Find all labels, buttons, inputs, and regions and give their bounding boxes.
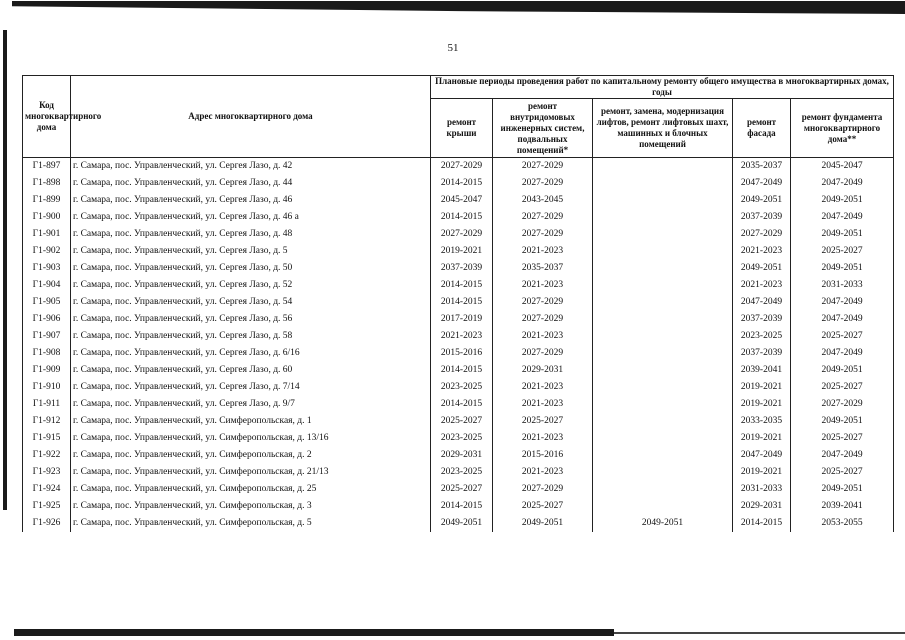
cell-foundation: 2047-2049 [791,294,894,311]
table-row [23,498,894,515]
cell-facade: 2037-2039 [733,311,791,328]
table-row [23,481,894,498]
cell-facade: 2047-2049 [733,447,791,464]
cell-lifts [593,158,733,176]
cell-lifts [593,430,733,447]
cell-engineering: 2027-2029 [493,158,593,176]
cell-address: г. Самара, пос. Управленческий, ул. Сергея Лазо, д. 42 [71,158,431,176]
cell-lifts [593,464,733,481]
scan-shadow-top [12,1,905,14]
cell-address: г. Самара, пос. Управленческий, ул. Сергея Лазо, д. 46 а [71,209,431,226]
table-row [23,362,894,379]
cell-address: г. Самара, пос. Управленческий, ул. Сергея Лазо, д. 56 [71,311,431,328]
cell-address: г. Самара, пос. Управленческий, ул. Сергея Лазо, д. 7/14 [71,379,431,396]
cell-facade: 2027-2029 [733,226,791,243]
cell-engineering: 2029-2031 [493,362,593,379]
cell-address: г. Самара, пос. Управленческий, ул. Сергея Лазо, д. 54 [71,294,431,311]
cell-code: Г1-911 [23,396,71,413]
cell-foundation: 2047-2049 [791,345,894,362]
cell-foundation: 2047-2049 [791,447,894,464]
table-row [23,447,894,464]
scan-line-bottom [614,632,905,634]
cell-facade: 2049-2051 [733,192,791,209]
cell-address: г. Самара, пос. Управленческий, ул. Сергея Лазо, д. 48 [71,226,431,243]
cell-lifts [593,209,733,226]
cell-address: г. Самара, пос. Управленческий, ул. Симферопольская, д. 5 [71,515,431,532]
cell-code: Г1-905 [23,294,71,311]
capital-repair-table [22,75,894,532]
cell-engineering: 2027-2029 [493,481,593,498]
cell-foundation: 2031-2033 [791,277,894,294]
cell-address: г. Самара, пос. Управленческий, ул. Сергея Лазо, д. 5 [71,243,431,260]
cell-roof: 2049-2051 [431,515,493,532]
cell-foundation: 2045-2047 [791,158,894,176]
cell-lifts [593,481,733,498]
cell-foundation: 2025-2027 [791,464,894,481]
cell-code: Г1-900 [23,209,71,226]
cell-lifts [593,362,733,379]
cell-code: Г1-897 [23,158,71,176]
cell-foundation: 2047-2049 [791,311,894,328]
cell-foundation: 2047-2049 [791,209,894,226]
cell-roof: 2027-2029 [431,158,493,176]
table-row [23,192,894,209]
table-row [23,243,894,260]
cell-foundation: 2039-2041 [791,498,894,515]
header-periods: Плановые периоды проведения работ по капитальному ремонту общего имущества в многоквартирных домах, годы [431,76,894,99]
cell-facade: 2031-2033 [733,481,791,498]
cell-facade: 2014-2015 [733,515,791,532]
cell-engineering: 2015-2016 [493,447,593,464]
cell-engineering: 2021-2023 [493,464,593,481]
header-lifts: ремонт, замена, модернизация лифтов, ремонт лифтовых шахт, машинных и блочных помещений [593,99,733,158]
table-header [23,76,894,158]
cell-lifts [593,294,733,311]
cell-foundation: 2049-2051 [791,192,894,209]
cell-foundation: 2025-2027 [791,379,894,396]
cell-foundation: 2027-2029 [791,396,894,413]
cell-address: г. Самара, пос. Управленческий, ул. Сергея Лазо, д. 50 [71,260,431,277]
scan-shadow-left [3,30,7,510]
page-number: 51 [447,42,459,54]
cell-engineering: 2021-2023 [493,379,593,396]
cell-engineering: 2021-2023 [493,277,593,294]
cell-address: г. Самара, пос. Управленческий, ул. Симферопольская, д. 1 [71,413,431,430]
cell-facade: 2037-2039 [733,209,791,226]
cell-foundation: 2049-2051 [791,362,894,379]
cell-engineering: 2027-2029 [493,345,593,362]
table-row [23,413,894,430]
cell-code: Г1-908 [23,345,71,362]
cell-address: г. Самара, пос. Управленческий, ул. Сергея Лазо, д. 44 [71,175,431,192]
cell-roof: 2021-2023 [431,328,493,345]
cell-facade: 2037-2039 [733,345,791,362]
table-row [23,311,894,328]
cell-foundation: 2047-2049 [791,175,894,192]
cell-code: Г1-899 [23,192,71,209]
cell-foundation: 2025-2027 [791,243,894,260]
cell-engineering: 2035-2037 [493,260,593,277]
cell-address: г. Самара, пос. Управленческий, ул. Сергея Лазо, д. 52 [71,277,431,294]
header-roof: ремонт крыши [431,99,493,158]
cell-engineering: 2027-2029 [493,311,593,328]
cell-lifts [593,226,733,243]
cell-foundation: 2049-2051 [791,481,894,498]
scan-edge-top [0,0,905,16]
cell-lifts [593,277,733,294]
table-row [23,294,894,311]
cell-facade: 2019-2021 [733,430,791,447]
table-row [23,430,894,447]
cell-facade: 2047-2049 [733,175,791,192]
cell-foundation: 2025-2027 [791,430,894,447]
header-foundation: ремонт фундамента многоквартирного дома** [791,99,894,158]
cell-facade: 2019-2021 [733,379,791,396]
cell-code: Г1-901 [23,226,71,243]
cell-engineering: 2027-2029 [493,226,593,243]
cell-lifts [593,328,733,345]
cell-engineering: 2043-2045 [493,192,593,209]
cell-roof: 2014-2015 [431,175,493,192]
cell-lifts [593,311,733,328]
cell-facade: 2049-2051 [733,260,791,277]
cell-engineering: 2021-2023 [493,328,593,345]
cell-roof: 2014-2015 [431,396,493,413]
cell-engineering: 2027-2029 [493,209,593,226]
cell-roof: 2027-2029 [431,226,493,243]
cell-code: Г1-912 [23,413,71,430]
cell-address: г. Самара, пос. Управленческий, ул. Симферопольская, д. 2 [71,447,431,464]
cell-lifts [593,345,733,362]
cell-roof: 2015-2016 [431,345,493,362]
cell-facade: 2039-2041 [733,362,791,379]
cell-roof: 2025-2027 [431,481,493,498]
table-row [23,379,894,396]
cell-foundation: 2049-2051 [791,260,894,277]
header-address: Адрес многоквартирного дома [71,76,431,158]
cell-foundation: 2049-2051 [791,226,894,243]
table-row [23,396,894,413]
cell-code: Г1-904 [23,277,71,294]
cell-roof: 2025-2027 [431,413,493,430]
cell-lifts [593,498,733,515]
cell-facade: 2023-2025 [733,328,791,345]
cell-foundation: 2025-2027 [791,328,894,345]
cell-engineering: 2025-2027 [493,413,593,430]
cell-code: Г1-910 [23,379,71,396]
table-row [23,209,894,226]
cell-roof: 2014-2015 [431,294,493,311]
table-row [23,345,894,362]
table-row [23,260,894,277]
table-row [23,226,894,243]
cell-roof: 2019-2021 [431,243,493,260]
cell-address: г. Самара, пос. Управленческий, ул. Сергея Лазо, д. 46 [71,192,431,209]
table-row [23,158,894,176]
cell-roof: 2014-2015 [431,498,493,515]
header-facade: ремонт фасада [733,99,791,158]
cell-lifts [593,192,733,209]
scan-shadow-bottom [14,629,614,636]
cell-address: г. Самара, пос. Управленческий, ул. Симферопольская, д. 13/16 [71,430,431,447]
cell-code: Г1-922 [23,447,71,464]
cell-roof: 2014-2015 [431,209,493,226]
cell-facade: 2021-2023 [733,277,791,294]
cell-lifts [593,413,733,430]
cell-engineering: 2027-2029 [493,294,593,311]
cell-address: г. Самара, пос. Управленческий, ул. Сергея Лазо, д. 6/16 [71,345,431,362]
cell-facade: 2047-2049 [733,294,791,311]
cell-engineering: 2021-2023 [493,243,593,260]
cell-roof: 2029-2031 [431,447,493,464]
cell-facade: 2029-2031 [733,498,791,515]
cell-facade: 2019-2021 [733,396,791,413]
cell-code: Г1-924 [23,481,71,498]
cell-code: Г1-926 [23,515,71,532]
cell-address: г. Самара, пос. Управленческий, ул. Сергея Лазо, д. 60 [71,362,431,379]
cell-roof: 2037-2039 [431,260,493,277]
cell-engineering: 2021-2023 [493,430,593,447]
cell-lifts [593,260,733,277]
cell-roof: 2014-2015 [431,277,493,294]
cell-code: Г1-902 [23,243,71,260]
cell-address: г. Самара, пос. Управленческий, ул. Симферопольская, д. 21/13 [71,464,431,481]
cell-address: г. Самара, пос. Управленческий, ул. Симферопольская, д. 25 [71,481,431,498]
cell-address: г. Самара, пос. Управленческий, ул. Сергея Лазо, д. 58 [71,328,431,345]
cell-foundation: 2053-2055 [791,515,894,532]
table-row [23,277,894,294]
cell-roof: 2023-2025 [431,464,493,481]
cell-lifts [593,175,733,192]
cell-code: Г1-903 [23,260,71,277]
cell-engineering: 2027-2029 [493,175,593,192]
cell-engineering: 2021-2023 [493,396,593,413]
table-body [23,158,894,533]
cell-lifts [593,243,733,260]
cell-facade: 2035-2037 [733,158,791,176]
cell-foundation: 2049-2051 [791,413,894,430]
table-row [23,515,894,532]
cell-address: г. Самара, пос. Управленческий, ул. Симферопольская, д. 3 [71,498,431,515]
cell-roof: 2017-2019 [431,311,493,328]
table-row [23,328,894,345]
cell-code: Г1-915 [23,430,71,447]
cell-code: Г1-923 [23,464,71,481]
cell-address: г. Самара, пос. Управленческий, ул. Сергея Лазо, д. 9/7 [71,396,431,413]
header-engineering: ремонт внутридомовых инженерных систем, подвальных помещений* [493,99,593,158]
cell-facade: 2021-2023 [733,243,791,260]
cell-code: Г1-925 [23,498,71,515]
cell-roof: 2045-2047 [431,192,493,209]
cell-engineering: 2049-2051 [493,515,593,532]
cell-roof: 2014-2015 [431,362,493,379]
cell-roof: 2023-2025 [431,430,493,447]
cell-facade: 2033-2035 [733,413,791,430]
cell-code: Г1-907 [23,328,71,345]
cell-lifts [593,379,733,396]
cell-lifts [593,396,733,413]
cell-roof: 2023-2025 [431,379,493,396]
cell-lifts: 2049-2051 [593,515,733,532]
table-row [23,464,894,481]
cell-code: Г1-909 [23,362,71,379]
cell-engineering: 2025-2027 [493,498,593,515]
table-row [23,175,894,192]
cell-code: Г1-898 [23,175,71,192]
cell-facade: 2019-2021 [733,464,791,481]
cell-code: Г1-906 [23,311,71,328]
cell-lifts [593,447,733,464]
header-code: Код многоквартирного дома [23,76,71,158]
